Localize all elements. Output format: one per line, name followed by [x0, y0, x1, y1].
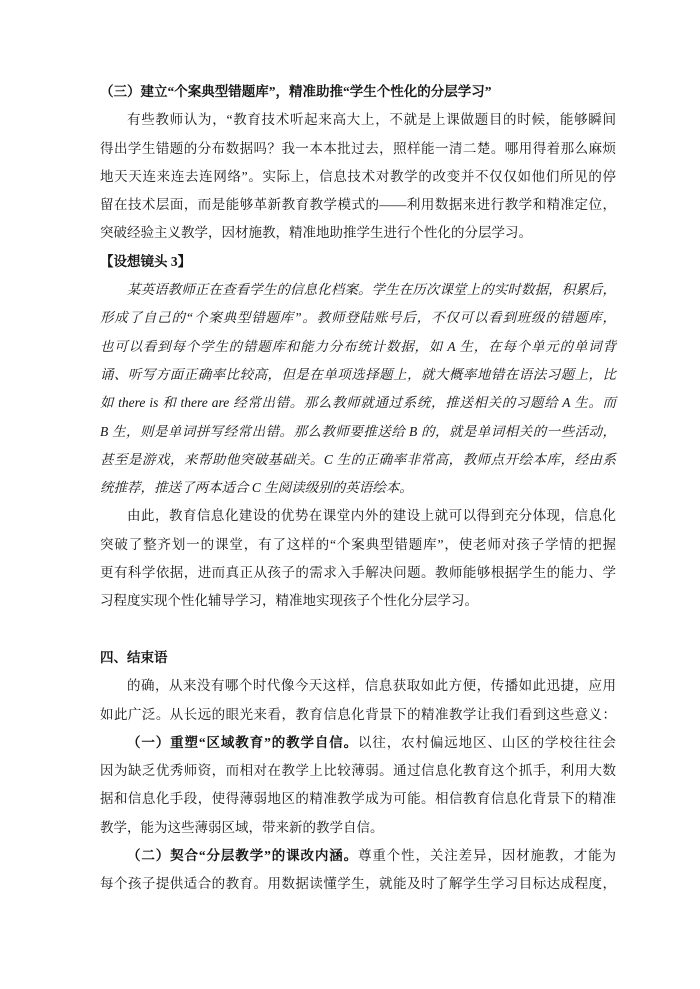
- scene-line: 诵、听写方面正确率比较高，但是在单项选择题上，就大概率地错在语法习题上，比: [100, 366, 616, 382]
- item-2-bold-lead: （二）契合“分层教学”的课改内涵。: [127, 848, 358, 864]
- scene-line: 形成了自己的“个案典型错题库”。教师登陆账号后，不仅可以看到班级的错题库，: [100, 310, 616, 326]
- body-line: 的确，从来没有哪个时代像今天这样，信息获取如此方便，传播如此迅捷，应用: [127, 678, 616, 694]
- body-line: 留在技术层面，而是能够革新教育教学模式的——利用数据来进行教学和精准定位，: [100, 197, 616, 213]
- item-2-rest: 尊重个性，关注差异，因材施教，才能为: [358, 848, 616, 864]
- scene-line: 某英语教师正在查看学生的信息化档案。学生在历次课堂上的实时数据，积累后，: [127, 282, 616, 298]
- section-3-heading: （三）建立“个案典型错题库”，精准助推“学生个性化的分层学习”: [100, 84, 492, 99]
- body-line: 突破经验主义教学，因材施教，精准地助推学生进行个性化的分层学习。: [100, 225, 532, 241]
- scene-3-heading: 【设想镜头 3】: [100, 253, 192, 269]
- body-line: 地天天连来连去连网络”。实际上，信息技术对教学的改变并不仅仅如他们所见的停: [100, 168, 616, 184]
- body-line: 据和信息化手段，使得薄弱地区的精准教学成为可能。相信教育信息化背景下的精准: [100, 791, 616, 807]
- item-1-first-line: [100, 729, 616, 757]
- item-1-bold-lead: （一）重塑“区域教育”的教学自信。: [127, 734, 358, 750]
- body-line: 有些教师认为，“教育技术听起来高大上，不就是上课做题目的时候，能够瞬间: [127, 112, 616, 128]
- item-1-rest: 以往，农村偏远地区、山区的学校往往会: [358, 734, 616, 750]
- body-line: 更有科学依据，进而真正从孩子的需求入手解决问题。教师能够根据学生的能力、学: [100, 565, 616, 581]
- body-line: 突破了整齐划一的课堂，有了这样的“个案典型错题库”，使老师对孩子学情的把握: [100, 536, 616, 552]
- body-line: 得出学生错题的分布数据吗？我一本本批过去，照样能一清二楚。哪用得着那么麻烦: [100, 140, 616, 156]
- section-4-heading: 四、结束语: [100, 649, 168, 665]
- scene-line: 也可以看到每个学生的错题库和能力分布统计数据，如 A 生，在每个单元的单词背: [100, 338, 616, 354]
- body-line: 因为缺乏优秀师资，而相对在教学上比较薄弱。通过信息化教育这个抓手，利用大数: [100, 763, 616, 779]
- item-2-first-line: [100, 842, 616, 870]
- scene-line: B 生，则是单词拼写经常出错。那么教师要推送给 B 的，就是单词相关的一些活动，: [100, 423, 616, 439]
- scene-line: 甚至是游戏，来帮助他突破基础关。C 生的正确率非常高，教师点开绘本库，经由系: [100, 451, 616, 467]
- body-line: 由此，教育信息化建设的优势在课堂内外的建设上就可以得到充分体现，信息化: [127, 508, 616, 524]
- body-line: 教学，能为这些薄弱区域，带来新的教学自信。: [100, 819, 384, 835]
- scene-line: 如 there is 和 there are 经常出错。那么教师就通过系统，推送相关的习题给 A 生。而: [100, 395, 616, 411]
- text-block: [100, 78, 616, 899]
- body-line: 习程度实现个性化辅导学习，精准地实现孩子个性化分层学习。: [100, 593, 478, 609]
- body-line: 每个孩子提供适合的教育。用数据读懂学生，就能及时了解学生学习目标达成程度，: [100, 876, 616, 892]
- blank-line: [100, 616, 616, 644]
- scene-line: 统推荐，推送了两本适合 C 生阅读级别的英语绘本。: [100, 480, 413, 496]
- body-line: 如此广泛。从长远的眼光来看，教育信息化背景下的精准教学让我们看到这些意义：: [100, 706, 616, 722]
